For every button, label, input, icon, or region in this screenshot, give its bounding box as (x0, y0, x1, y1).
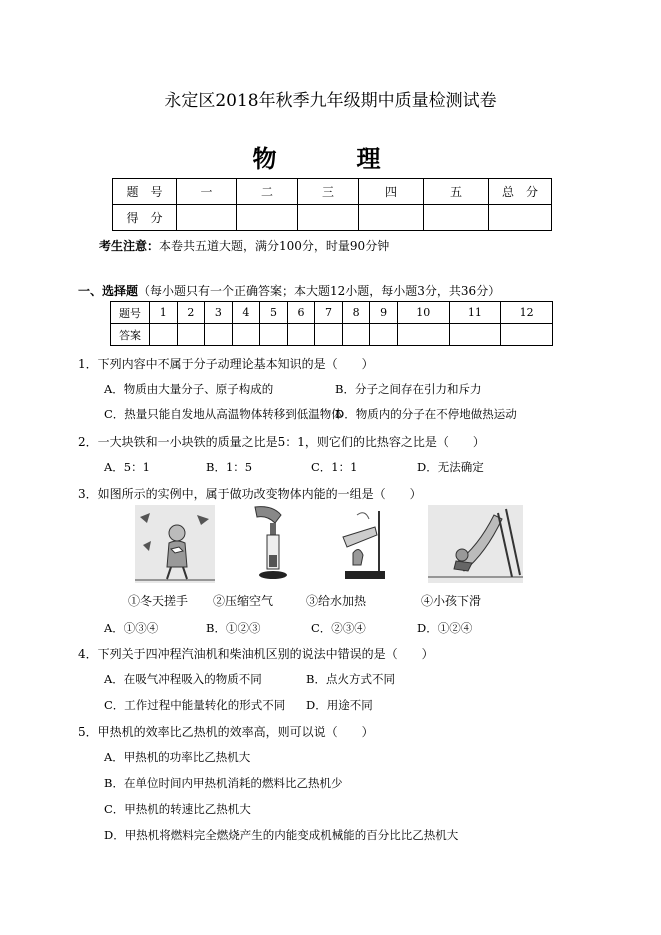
score-table (112, 178, 552, 231)
figure-caption: ④小孩下滑 (421, 594, 482, 608)
score-blank[interactable] (489, 205, 552, 231)
score-cell: 三 (298, 179, 359, 205)
exam-notice (99, 237, 389, 254)
question-number: 2 (177, 302, 205, 324)
question-number: 3 (205, 302, 233, 324)
question-number: 10 (397, 302, 449, 324)
score-blank[interactable] (359, 205, 424, 231)
answer-blank[interactable] (177, 324, 205, 346)
question-5-option-a: A．甲热机的功率比乙热机大 (104, 750, 251, 764)
answer-row-label: 题号 (111, 302, 150, 324)
question-1-option-d: D．物质内的分子在不停地做热运动 (335, 407, 517, 421)
question-4-option-c: C．工作过程中能量转化的形式不同 (104, 698, 286, 712)
answer-table (110, 301, 553, 346)
question-number: 1 (150, 302, 178, 324)
score-table-score-row (113, 205, 552, 231)
question-2-stem: 2．一大块铁和一小块铁的质量之比是5：1，则它们的比热容之比是（ ） (78, 435, 485, 449)
answer-blank[interactable] (449, 324, 501, 346)
question-1-option-a: A．物质由大量分子、原子构成的 (104, 382, 274, 396)
question-1-option-b: B．分子之间存在引力和斥力 (335, 382, 482, 396)
answer-blank[interactable] (150, 324, 178, 346)
question-number: 6 (287, 302, 315, 324)
question-5-option-c: C．甲热机的转速比乙热机大 (104, 802, 251, 816)
question-number: 5 (260, 302, 288, 324)
rubbing-hands-figure (135, 505, 215, 583)
question-number: 11 (449, 302, 501, 324)
notice-text: 本卷共五道大题，满分100分，时量90分钟 (159, 239, 390, 253)
question-4-option-b: B．点火方式不同 (306, 672, 395, 686)
score-blank[interactable] (237, 205, 298, 231)
figure-caption: ②压缩空气 (213, 594, 274, 608)
answer-row-label: 答案 (111, 324, 150, 346)
question-4-option-d: D．用途不同 (306, 698, 373, 712)
answer-blank-row (111, 324, 553, 346)
score-cell: 总 分 (489, 179, 552, 205)
question-number: 12 (501, 302, 553, 324)
question-1-option-c: C．热量只能自发地从高温物体转移到低温物体 (104, 407, 343, 421)
section-heading (78, 282, 500, 299)
heating-water-figure (335, 505, 395, 583)
question-5-stem: 5．甲热机的效率比乙热机的效率高，则可以说（ ） (78, 725, 374, 739)
notice-label: 考生注意： (99, 239, 160, 253)
question-3-option-c: C．②③④ (311, 621, 366, 635)
answer-blank[interactable] (397, 324, 449, 346)
answer-blank[interactable] (232, 324, 260, 346)
score-table-header-row (113, 179, 552, 205)
question-2-option-a: A．5：1 (104, 460, 150, 474)
score-row-label: 得 分 (113, 205, 177, 231)
question-5-option-d: D．甲热机将燃料完全燃烧产生的内能变成机械能的百分比比乙热机大 (104, 828, 459, 842)
score-cell: 四 (359, 179, 424, 205)
question-2-option-b: B．1：5 (206, 460, 253, 474)
child-sliding-figure (428, 505, 523, 583)
question-3-option-d: D．①②④ (417, 621, 473, 635)
question-2-option-c: C．1：1 (311, 460, 358, 474)
question-3-stem: 3．如图所示的实例中，属于做功改变物体内能的一组是（ ） (78, 487, 422, 501)
question-1-stem: 1．下列内容中不属于分子动理论基本知识的是（ ） (78, 357, 374, 371)
question-number: 4 (232, 302, 260, 324)
answer-blank[interactable] (342, 324, 370, 346)
answer-number-row (111, 302, 553, 324)
question-number: 8 (342, 302, 370, 324)
subject-title: 物 理 (252, 144, 409, 173)
score-cell: 题 号 (113, 179, 177, 205)
question-number: 7 (315, 302, 343, 324)
answer-blank[interactable] (315, 324, 343, 346)
compressing-air-figure (245, 505, 300, 583)
answer-blank[interactable] (501, 324, 553, 346)
answer-blank[interactable] (205, 324, 233, 346)
score-blank[interactable] (424, 205, 489, 231)
question-2-option-d: D．无法确定 (417, 460, 484, 474)
figure-caption: ③给水加热 (306, 594, 367, 608)
section-desc: （每小题只有一个正确答案；本大题12小题，每小题3分，共36分） (138, 284, 501, 298)
score-cell: 五 (424, 179, 489, 205)
question-5-option-b: B．在单位时间内甲热机消耗的燃料比乙热机少 (104, 776, 343, 790)
answer-blank[interactable] (370, 324, 398, 346)
score-cell: 一 (177, 179, 237, 205)
question-3-option-b: B．①②③ (206, 621, 261, 635)
answer-blank[interactable] (260, 324, 288, 346)
question-4-stem: 4．下列关于四冲程汽油机和柴油机区别的说法中错误的是（ ） (78, 647, 434, 661)
exam-title: 永定区2018年秋季九年级期中质量检测试卷 (164, 91, 497, 111)
question-4-option-a: A．在吸气冲程吸入的物质不同 (104, 672, 262, 686)
score-blank[interactable] (177, 205, 237, 231)
question-3-option-a: A．①③④ (104, 621, 159, 635)
score-blank[interactable] (298, 205, 359, 231)
figure-caption: ①冬天搓手 (128, 594, 189, 608)
answer-blank[interactable] (287, 324, 315, 346)
score-cell: 二 (237, 179, 298, 205)
section-label: 一、选择题 (78, 284, 139, 298)
question-number: 9 (370, 302, 398, 324)
